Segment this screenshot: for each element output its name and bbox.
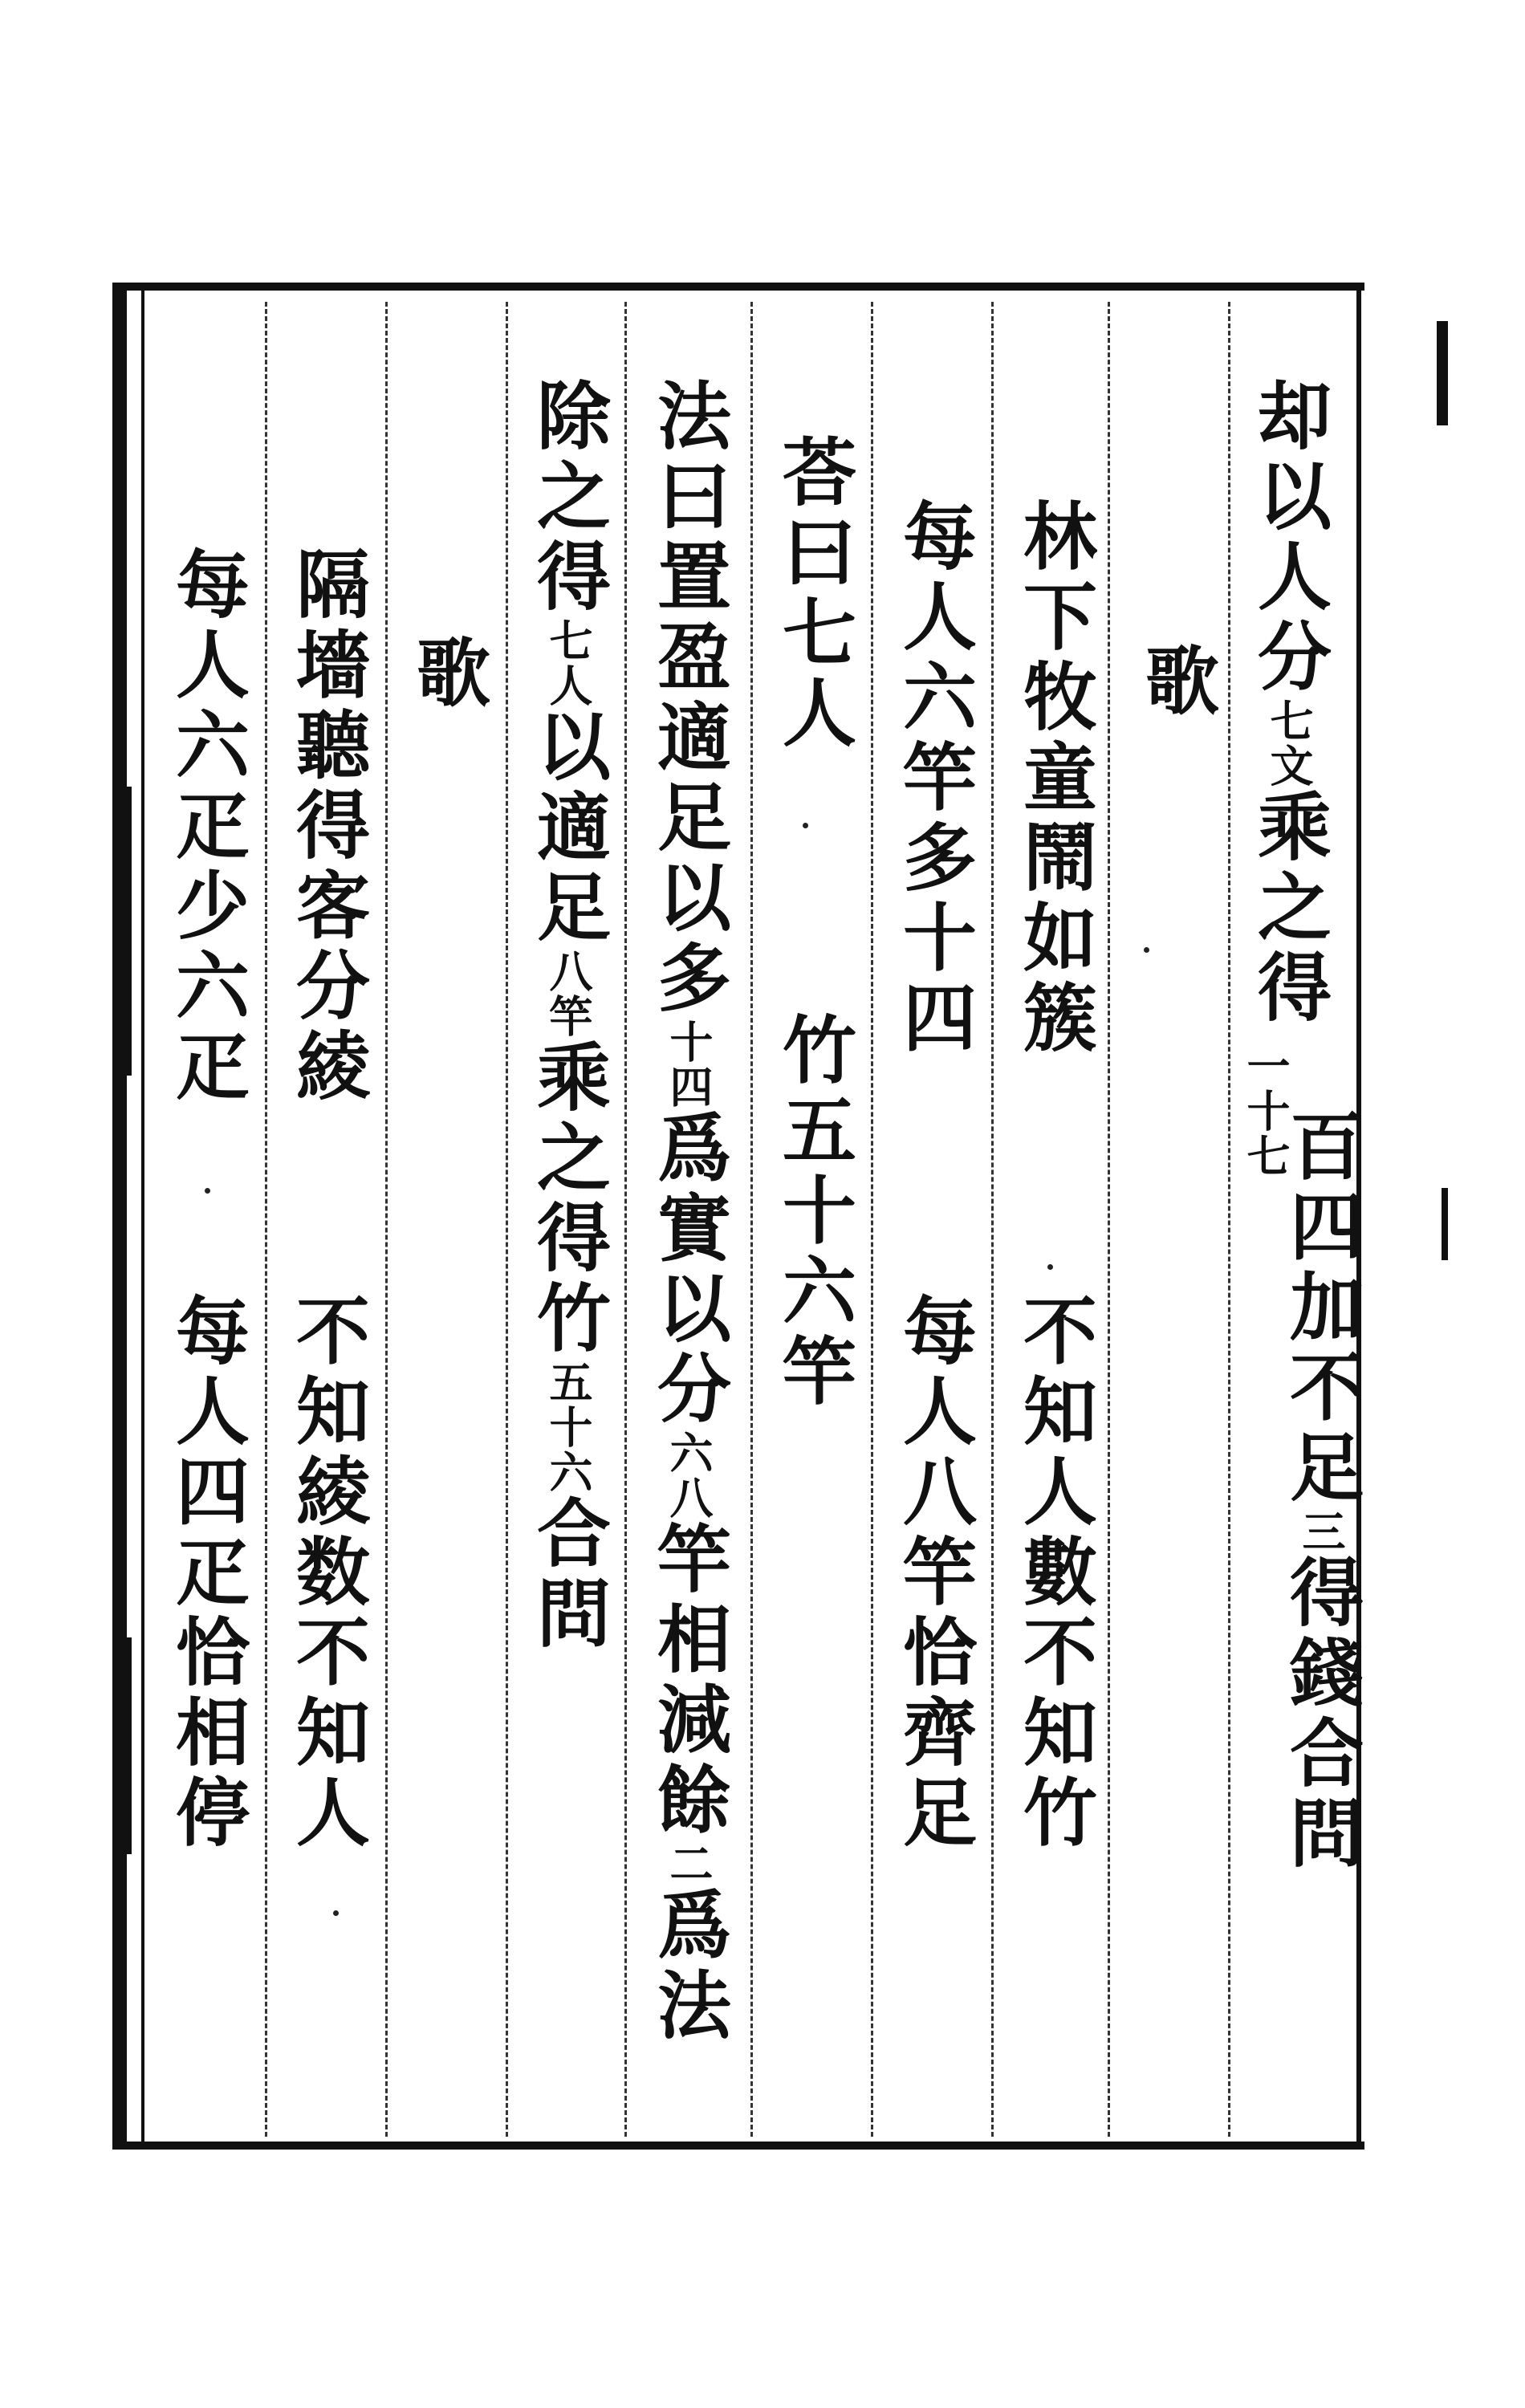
annotation-text: 十四 — [663, 1019, 714, 1109]
song-heading — [1133, 642, 1220, 722]
punctuation-dot — [205, 1188, 210, 1194]
annotation-text: 二 — [663, 1841, 714, 1886]
column-divider — [991, 302, 994, 2137]
left-margin-mark — [120, 787, 132, 1076]
text-column-9b — [284, 1292, 371, 1854]
column-divider — [265, 302, 267, 2137]
page-edge-mark — [1442, 1188, 1448, 1260]
column-divider — [1228, 302, 1230, 2137]
verse-text: 隔墻聽得客分綾 — [284, 546, 371, 1108]
punctuation-dot — [333, 1910, 339, 1916]
column-divider — [1108, 302, 1110, 2137]
song-heading-2 — [405, 634, 491, 714]
main-text: 百四 — [1278, 1108, 1364, 1268]
frame-left-border-thin — [141, 289, 144, 2143]
annotation-text: 一十七 — [1240, 1043, 1291, 1178]
main-text: 除之得 — [525, 377, 612, 618]
column-divider — [385, 302, 388, 2137]
main-text: 乘之得竹 — [525, 1039, 612, 1360]
main-text: 爲實以分 — [645, 1109, 732, 1430]
column-divider — [506, 302, 508, 2137]
annotation-text: 八竿 — [543, 949, 594, 1039]
division-column — [525, 377, 612, 1655]
annotation-text: 七文 — [1263, 698, 1315, 788]
punctuation-dot — [803, 823, 808, 828]
text-column-4b — [891, 1292, 978, 1854]
annotation-text: 五十六 — [543, 1360, 594, 1495]
text-column-1-lower — [1278, 1108, 1364, 1875]
heading-text: 歌 — [1133, 642, 1220, 722]
main-text: 法曰置盈適足以多 — [645, 377, 732, 1019]
text-column-10b — [164, 1292, 250, 1854]
verse-text: 每人四疋恰相停 — [164, 1292, 250, 1854]
main-text: 加不足 — [1278, 1268, 1364, 1509]
main-text: 乘之得 — [1246, 788, 1332, 1029]
text-column-1 — [1246, 377, 1332, 1029]
verse-text: 林下牧童鬧如簇 — [1011, 498, 1098, 1060]
verse-text: 每人六疋少六疋 — [164, 546, 250, 1108]
verse-text: 每人八竿恰齊足 — [891, 1292, 978, 1854]
answer-text: 荅曰七人 — [771, 433, 857, 755]
page-edge-mark — [1437, 321, 1448, 425]
column-divider — [871, 302, 873, 2137]
text-column-3b — [1011, 1292, 1098, 1854]
answer-column-b — [771, 1011, 857, 1413]
main-text: 以適足 — [525, 708, 612, 949]
text-column-3a — [1011, 498, 1098, 1060]
main-text: 竿相減餘 — [645, 1520, 732, 1841]
text-column-9a — [284, 546, 371, 1108]
heading-text: 歌 — [405, 634, 491, 714]
text-column-4a — [891, 498, 978, 1060]
verse-text: 不知人數不知竹 — [1011, 1292, 1098, 1854]
verse-text: 不知綾数不知人 — [284, 1292, 371, 1854]
annotation-text: 七人 — [543, 618, 594, 708]
column-divider — [624, 302, 627, 2137]
frame-top-border — [112, 283, 1364, 291]
text-column-10a — [164, 546, 250, 1108]
main-text: 却以人分 — [1246, 377, 1332, 698]
main-text: 爲法 — [645, 1886, 732, 2047]
frame-bottom-border — [112, 2142, 1364, 2150]
method-column — [645, 377, 732, 2047]
left-margin-mark — [120, 1637, 132, 1854]
punctuation-dot — [1047, 1264, 1053, 1270]
answer-column-a — [771, 433, 857, 755]
annotation-text: 三 — [1295, 1509, 1347, 1554]
answer-text: 竹五十六竿 — [771, 1011, 857, 1413]
frame-left-border-thick — [112, 283, 127, 2150]
annotation-text: 六八 — [663, 1430, 714, 1520]
main-text: 得錢合問 — [1278, 1554, 1364, 1875]
main-text: 合問 — [525, 1495, 612, 1655]
verse-text: 每人六竿多十四 — [891, 498, 978, 1060]
column-divider — [750, 302, 753, 2137]
punctuation-dot — [1144, 947, 1149, 953]
